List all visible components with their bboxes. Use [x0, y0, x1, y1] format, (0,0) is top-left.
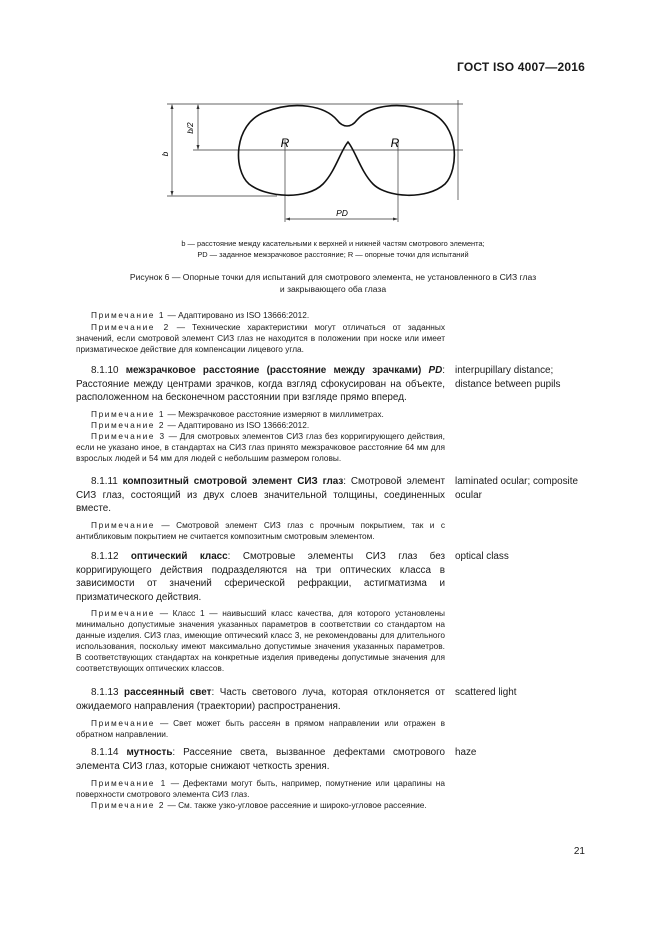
note [76, 718, 445, 740]
note [76, 608, 445, 674]
note-label: Примечание 2 [91, 322, 170, 332]
term-entry-8-1-12 [76, 550, 445, 604]
reference-point-left-label: R [280, 136, 290, 150]
term-number: 8.1.12 [91, 551, 131, 562]
note-text: — Межзрачковое расстояние измеряют в миллиметрах. [165, 409, 384, 419]
pd-label: PD [336, 208, 348, 218]
b-half-arrow-bottom [197, 145, 200, 150]
term-number: 8.1.10 [91, 365, 126, 376]
note-text: — Смотровой элемент СИЗ глаз с прочным покрытием, так и с антибликовым покрытием не считается композитным смотровым элементом. [76, 520, 445, 541]
term-definition: : Часть светового луча, которая отклоняется от ожидаемого направления (траектории) распространения. [76, 687, 445, 712]
term-english-equivalent: interpupillary distance; distance between pupils [455, 365, 561, 390]
b-half-arrow-top [197, 104, 200, 109]
term-entry-8-1-11 [76, 475, 445, 516]
term-entry-8-1-13 [76, 686, 445, 713]
b-half-label: b/2 [186, 122, 195, 134]
term-definition: : Рассеяние света, вызванное дефектами смотрового элемента СИЗ глаз, которые снижают четкость зрения. [76, 747, 446, 772]
term-definition: : Смотровые элементы СИЗ глаз без корригирующего действия подразделяются на три оптических класса в зависимости от значений сферической рефракции, астигматизма и призматического действия. [76, 551, 446, 603]
ocular-diagram [155, 100, 475, 226]
note-text: — Для смотровых элементов СИЗ глаз без корригирующего действия, если не указано иное, в стандартах на СИЗ глаз принято межзрачковое расстояние 64 мм для взрослых людей и 54 мм для людей с небольшим размером головы. [76, 431, 445, 463]
term-name: оптический класс [130, 551, 228, 562]
term-english-equivalent: laminated ocular; composite ocular [455, 476, 578, 501]
page-number: 21 [573, 846, 585, 857]
figure-caption-line-1: Рисунок 6 — Опорные точки для испытаний для смотрового элемента, не установленного в СИЗ глаз [129, 272, 537, 282]
note [76, 310, 445, 321]
note-label: Примечание [91, 520, 156, 530]
term-name: мутность [126, 747, 173, 758]
note [76, 420, 445, 431]
note [76, 778, 445, 800]
term-definition: : Расстояние между центрами зрачков, когда взгляд сфокусирован на объекте, расположенном на бесконечном расстоянии при взгляде прямо вперед. [76, 365, 445, 403]
term-number: 8.1.14 [91, 747, 127, 758]
note-label: Примечание 3 [91, 431, 166, 441]
ocular-outline [238, 106, 454, 196]
figure-caption-line-2: и закрывающего оба глаза [279, 284, 387, 294]
term-english-equivalent: haze [455, 747, 477, 758]
note-label: Примечание 2 [91, 800, 166, 810]
term-name: межзрачковое расстояние (расстояние между зрачками) [125, 365, 429, 376]
term-english-equivalent: scattered light [455, 687, 517, 698]
b-label: b [161, 151, 170, 157]
term-abbreviation: PD [428, 365, 443, 376]
b-arrow-bottom [171, 191, 174, 196]
note-label: Примечание [91, 608, 156, 618]
note-label: Примечание [91, 718, 156, 728]
figure-caption [78, 271, 588, 295]
note-text: — Класс 1 — наивысший класс качества, для которого установлены минимально допустимые значения указанных параметров в соответствии со стандартом на данные изделия. СИЗ глаз, имеющие оптический класс 3, не рекомендованы для длительного использования, поскольку имеют максимально допустимые значения указанных параметров. В соответствующих стандартах на конкретные изделия приведены допустимые значения для соответствующих оптических классов. [76, 608, 445, 673]
b-arrow-top [171, 104, 174, 109]
note [76, 409, 445, 420]
note-text: — Технические характеристики могут отличаться от заданных значений, если смотровой элемент СИЗ глаз не находится в положении при носке или имеет призматическое действие для компенсации лицевого угла. [76, 322, 445, 354]
term-number: 8.1.11 [91, 476, 123, 487]
term-entry-8-1-14 [76, 746, 445, 773]
term-definition: : Смотровой элемент СИЗ глаз, состоящий из двух слоев значительной толщины, соединенных вместе. [76, 476, 445, 514]
note-text: — Дефектами могут быть, например, помутнение или царапины на поверхности смотрового элемента СИЗ глаз. [76, 778, 445, 799]
note-text: — См. также узко-угловое рассеяние и широко-угловое рассеяние. [165, 800, 427, 810]
note-text: — Адаптировано из ISO 13666:2012. [165, 420, 310, 430]
term-name: композитный смотровой элемент СИЗ глаз [122, 476, 344, 487]
pd-arrow-right [393, 218, 398, 221]
note-label: Примечание 1 [91, 310, 166, 320]
term-entry-8-1-10 [76, 364, 445, 405]
note [76, 800, 445, 811]
note-label: Примечание 1 [91, 778, 167, 788]
term-number: 8.1.13 [91, 687, 125, 698]
document-header: ГОСТ ISO 4007—2016 [456, 60, 585, 74]
pd-arrow-left [285, 218, 290, 221]
reference-point-right-label: R [390, 136, 400, 150]
note-label: Примечание 1 [91, 409, 166, 419]
note [76, 431, 445, 464]
note [76, 520, 445, 542]
note-text: — Свет может быть рассеян в прямом направлении или отражен в обратном направлении. [76, 718, 445, 739]
figure-legend-line-1: b — расстояние между касательными к верхней и нижней частям смотрового элемента; [181, 239, 485, 248]
note [76, 322, 445, 355]
term-english-equivalent: optical class [455, 551, 509, 562]
figure-legend-line-2: PD — заданное межзрачковое расстояние; R — опорные точки для испытаний [197, 250, 469, 259]
note-label: Примечание 2 [91, 420, 166, 430]
term-name: рассеянный свет [124, 687, 212, 698]
note-text: — Адаптировано из ISO 13666:2012. [165, 310, 310, 320]
